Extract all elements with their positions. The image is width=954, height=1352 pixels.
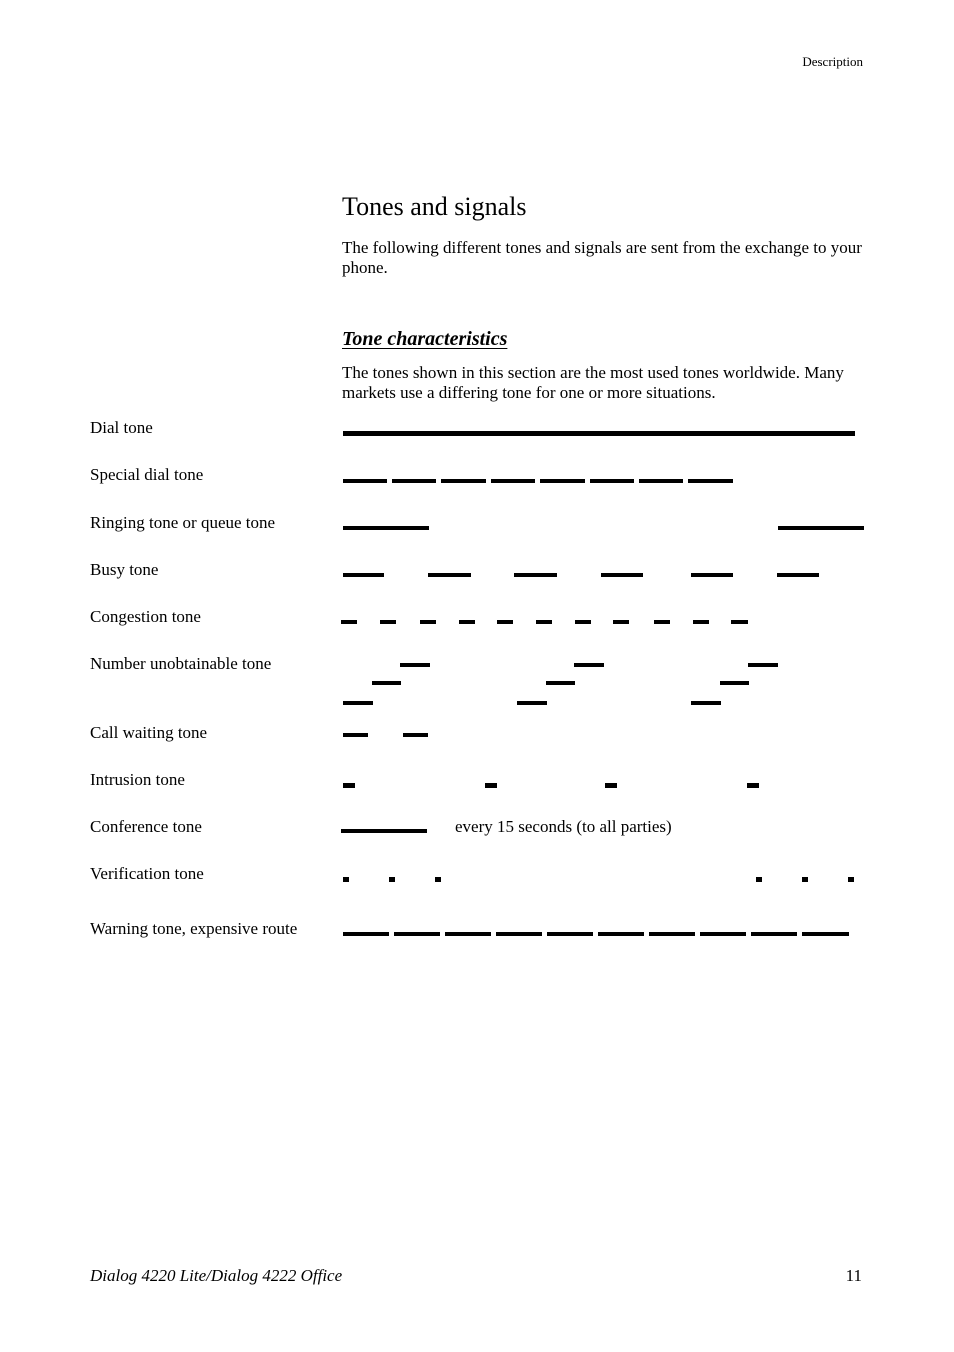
- tone-segment: [751, 932, 797, 936]
- tone-segment: [420, 620, 436, 624]
- tone-segment: [400, 663, 430, 667]
- page-title: Tones and signals: [342, 192, 527, 221]
- tone-segment: [497, 620, 513, 624]
- tone-segment: [802, 932, 849, 936]
- tone-segment: [536, 620, 552, 624]
- tone-segment: [491, 479, 535, 483]
- tone-segment: [575, 620, 591, 624]
- tone-segment: [756, 877, 762, 882]
- tone-segment: [343, 733, 368, 737]
- conference-tone-note: every 15 seconds (to all parties): [455, 817, 672, 836]
- tone-segment: [691, 701, 721, 705]
- tone-segment: [343, 573, 384, 577]
- header-section-label: Description: [802, 54, 863, 69]
- tone-segment: [343, 479, 387, 483]
- tone-label-call-waiting: Call waiting tone: [90, 723, 208, 742]
- tone-segment: [514, 573, 557, 577]
- tone-segment: [341, 620, 357, 624]
- tone-segment: [459, 620, 475, 624]
- tone-segment: [540, 479, 585, 483]
- tone-segment: [654, 620, 670, 624]
- tone-segment: [649, 932, 695, 936]
- tone-segment: [343, 701, 373, 705]
- footer-page-number: 11: [845, 1266, 862, 1285]
- footer-manual-title: Dialog 4220 Lite/Dialog 4222 Office: [90, 1266, 343, 1285]
- tone-label-dial: Dial tone: [90, 418, 153, 437]
- tone-segment: [485, 783, 497, 788]
- tone-segment: [343, 877, 349, 882]
- tone-segment: [441, 479, 486, 483]
- tone-segment: [613, 620, 629, 624]
- tone-segment: [700, 932, 746, 936]
- tone-segment: [435, 877, 441, 882]
- tone-segment: [598, 932, 644, 936]
- tone-segment: [392, 479, 436, 483]
- tone-segment: [720, 681, 749, 685]
- tone-label-conference: Conference tone: [90, 817, 202, 836]
- tone-label-congestion: Congestion tone: [90, 607, 201, 626]
- tone-segment: [605, 783, 617, 788]
- tone-segment: [777, 573, 819, 577]
- tone-segment: [380, 620, 396, 624]
- tone-segment: [403, 733, 428, 737]
- tone-segment: [343, 431, 855, 436]
- tone-segment: [428, 573, 471, 577]
- tone-segment: [546, 681, 575, 685]
- tone-segment: [547, 932, 593, 936]
- tone-segment: [343, 526, 429, 530]
- tone-characteristics-heading: Tone characteristics: [342, 328, 508, 350]
- tone-segment: [848, 877, 854, 882]
- tone-segment: [778, 526, 864, 530]
- tone-segment: [747, 783, 759, 788]
- intro-paragraph: The following different tones and signals are sent from the exchange to your phone.: [342, 238, 862, 277]
- tone-segment: [688, 479, 733, 483]
- tone-segment: [372, 681, 401, 685]
- tone-label-busy: Busy tone: [90, 560, 159, 579]
- tone-segment: [445, 932, 491, 936]
- tone-segment: [389, 877, 395, 882]
- tone-segment: [496, 932, 542, 936]
- tone-segment: [574, 663, 604, 667]
- tone-label-verification: Verification tone: [90, 864, 204, 883]
- tone-label-intrusion: Intrusion tone: [90, 770, 185, 789]
- tone-label-number-unobtainable: Number unobtainable tone: [90, 654, 272, 673]
- tone-segment: [693, 620, 709, 624]
- tone-segment: [639, 479, 683, 483]
- tone-segment: [343, 932, 389, 936]
- tone-segment: [601, 573, 643, 577]
- tone-segment: [731, 620, 748, 624]
- tone-segment: [394, 932, 440, 936]
- tone-label-special-dial: Special dial tone: [90, 465, 204, 484]
- tone-segment: [343, 783, 355, 788]
- tone-segment: [517, 701, 547, 705]
- tone-segment: [691, 573, 733, 577]
- tone-segment: [590, 479, 634, 483]
- tone-segment: [748, 663, 778, 667]
- tone-label-warning-expensive-route: Warning tone, expensive route: [90, 919, 298, 938]
- tone-characteristics-paragraph: The tones shown in this section are the most used tones worldwide. Many markets use a differing tone for one or more situations.: [342, 363, 844, 402]
- tone-segment: [802, 877, 808, 882]
- tone-segment: [341, 829, 427, 833]
- tone-label-ringing: Ringing tone or queue tone: [90, 513, 276, 532]
